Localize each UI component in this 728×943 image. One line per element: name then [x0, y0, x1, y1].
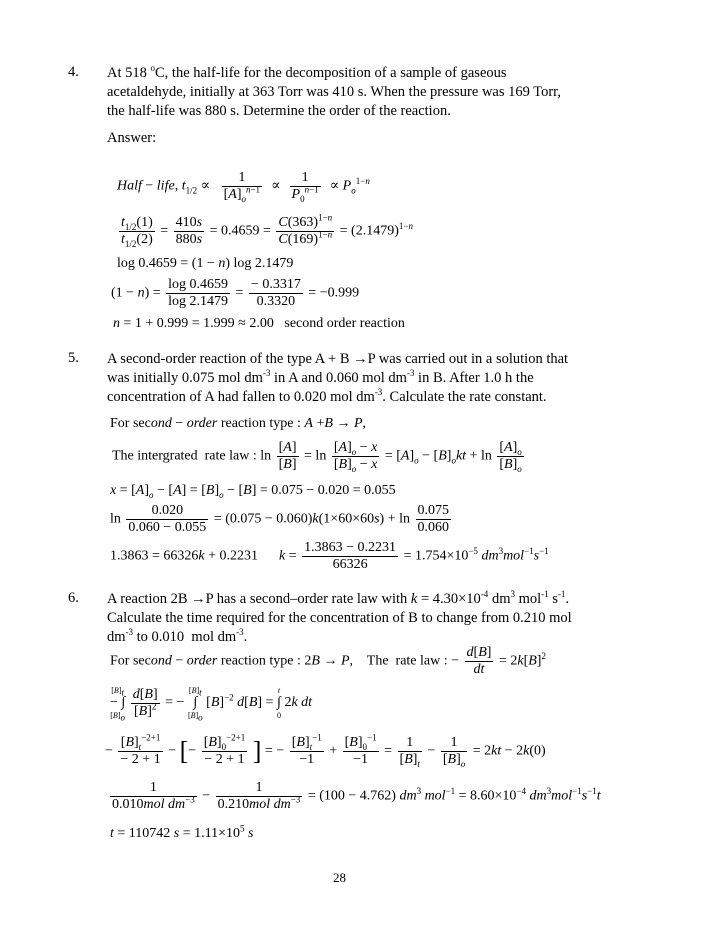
- page-number: 28: [333, 870, 346, 885]
- q4-equation-half-life: Half − life, $t_{1/2}$ ∝ $\frac{1}{[A]_o^{n-1}}$ ∝ $\frac{1}{P_0^{n-1}}$ ∝ $P_o^{1-n}$: [117, 170, 370, 204]
- question-6-text: [107, 590, 597, 647]
- question-5-line-3: concentration of A had fallen to 0.020 mol $dm^{-3}$. Calculate the rate constant.: [107, 387, 547, 405]
- q4-equation-log: log 0.4659 = (1 − n) log 2.1479: [117, 256, 294, 271]
- q6-result: t = 110742 $s = 1.11\times 10^5$ s: [110, 823, 254, 841]
- question-6-line-2: Calculate the time required for the concentration of B to change from 0.210 mol: [107, 610, 572, 626]
- question-5-line-2: was initially 0.075 mol $dm^{-3}$ in A and 0.060 mol $dm^{-3}$ in B. After 1.0 h the: [107, 368, 534, 386]
- q6-substitution: $\frac{1}{0.010mol dm^{-3}}$ − $\frac{1}{0.210mol dm^{-3}}$ = (100 − 4.762) $dm^3$ $mol^{-1} = 8.60\times 10^{-4}$ $dm^3mol^{-1}s^{-1}t$: [112, 780, 601, 812]
- q5-x-value: $x = [A]_o - [A] = [B]_o - [B] = 0.075 - 0.020 = 0.055$: [110, 483, 396, 500]
- q5-result: 1.3863 = 66326k + 0.2231 k = $\frac{1.3863 - 0.2231}{66326}$ = $1.754\times 10^{-5}$ $dm^3mol^{-1}s^{-1}$: [110, 540, 549, 572]
- question-4-line-2: acetaldehyde, initially at 363 Torr was 410 s. When the pressure was 169 Torr,: [107, 84, 562, 100]
- question-5-text: [107, 350, 587, 407]
- q6-integrated: − $\frac{[B]_t^{-2+1}}{- 2 + 1}$ − [− $\frac{[B]_0^{-2+1}}{- 2 + 1}$ ] = − $\frac{[B]_t^{-1}}{-1}$ + $\frac{[B]_0^{-1}}{-1}$ = $\frac{1}{[B]_t}$ − $\frac{1}{[B]_o}$ = 2kt − 2k(0): [105, 732, 546, 769]
- question-6-line-3: $dm^{-3}$ to 0.010 mol $dm^{-3}$.: [107, 627, 248, 645]
- question-5-number: 5.: [68, 350, 79, 366]
- q4-equation-result: n = 1 + 0.999 = 1.999 ≈ 2.00 second order reaction: [113, 316, 405, 331]
- question-4-line-3: the half-life was 880 s. Determine the order of the reaction.: [107, 103, 451, 119]
- question-5-line-1: A second-order reaction of the type A + B →P was carried out in a solution that: [107, 351, 569, 367]
- q4-equation-ratio: $\frac{t_{1/2}(1)}{t_{1/2}(2)}$ = $\frac{410s}{880s}$ = 0.4659 = $\frac{C(363)^{1-n}}{C(169)^{1-n}}$ = $(2.1479)^{1-n}$: [121, 212, 413, 249]
- q4-equation-solve: (1 − n) = $\frac{\log 0.4659}{\log 2.1479}$ = $\frac{- 0.3317}{0.3320}$ = −0.999: [111, 277, 360, 309]
- q6-integral: $[B]_t$ − ∫ $[B]_o$ $\frac{d[B]}{[B]^2}$ = − $[B]_t$ ∫ $[B]_o$ $[B]^{-2}$ d[B] = t ∫ 0 2k dt: [110, 686, 313, 723]
- question-6-line-1: A reaction 2B →P has a second–order rate law with $k = 4.30\times 10^{-4}$ $dm^3$ mol$^{-1}$ $s^{-1}$.: [107, 589, 570, 607]
- q6-rate-law: For second − order reaction type : 2B → P, The rate law : − $\frac{d[B]}{dt}$ = $2k[B]^2$: [110, 645, 546, 677]
- question-4-text: [107, 64, 577, 121]
- q5-substitution: ln $\frac{0.020}{0.060 - 0.055}$ = (0.075 − 0.060)k(1×60×60s) + ln $\frac{0.075}{0.060}$: [110, 503, 449, 535]
- question-4-line-1: At 518 $^o$C, the half-life for the decomposition of a sample of gaseous: [107, 63, 507, 81]
- question-6-number: 6.: [68, 590, 79, 606]
- answer-label: Answer:: [107, 130, 157, 146]
- q5-integrated-rate-law: The intergrated rate law : ln $\frac{[A]}{[B]}$ = ln $\frac{[A]_o - x}{[B]_o - x}$ = $[A]_o - [B]_okt + \ln$ $\frac{[A]_o}{[B]_o}$: [112, 440, 522, 474]
- q5-reaction-type: For second − order reaction type : A +B → P,: [110, 416, 366, 431]
- question-4-number: 4.: [68, 64, 79, 80]
